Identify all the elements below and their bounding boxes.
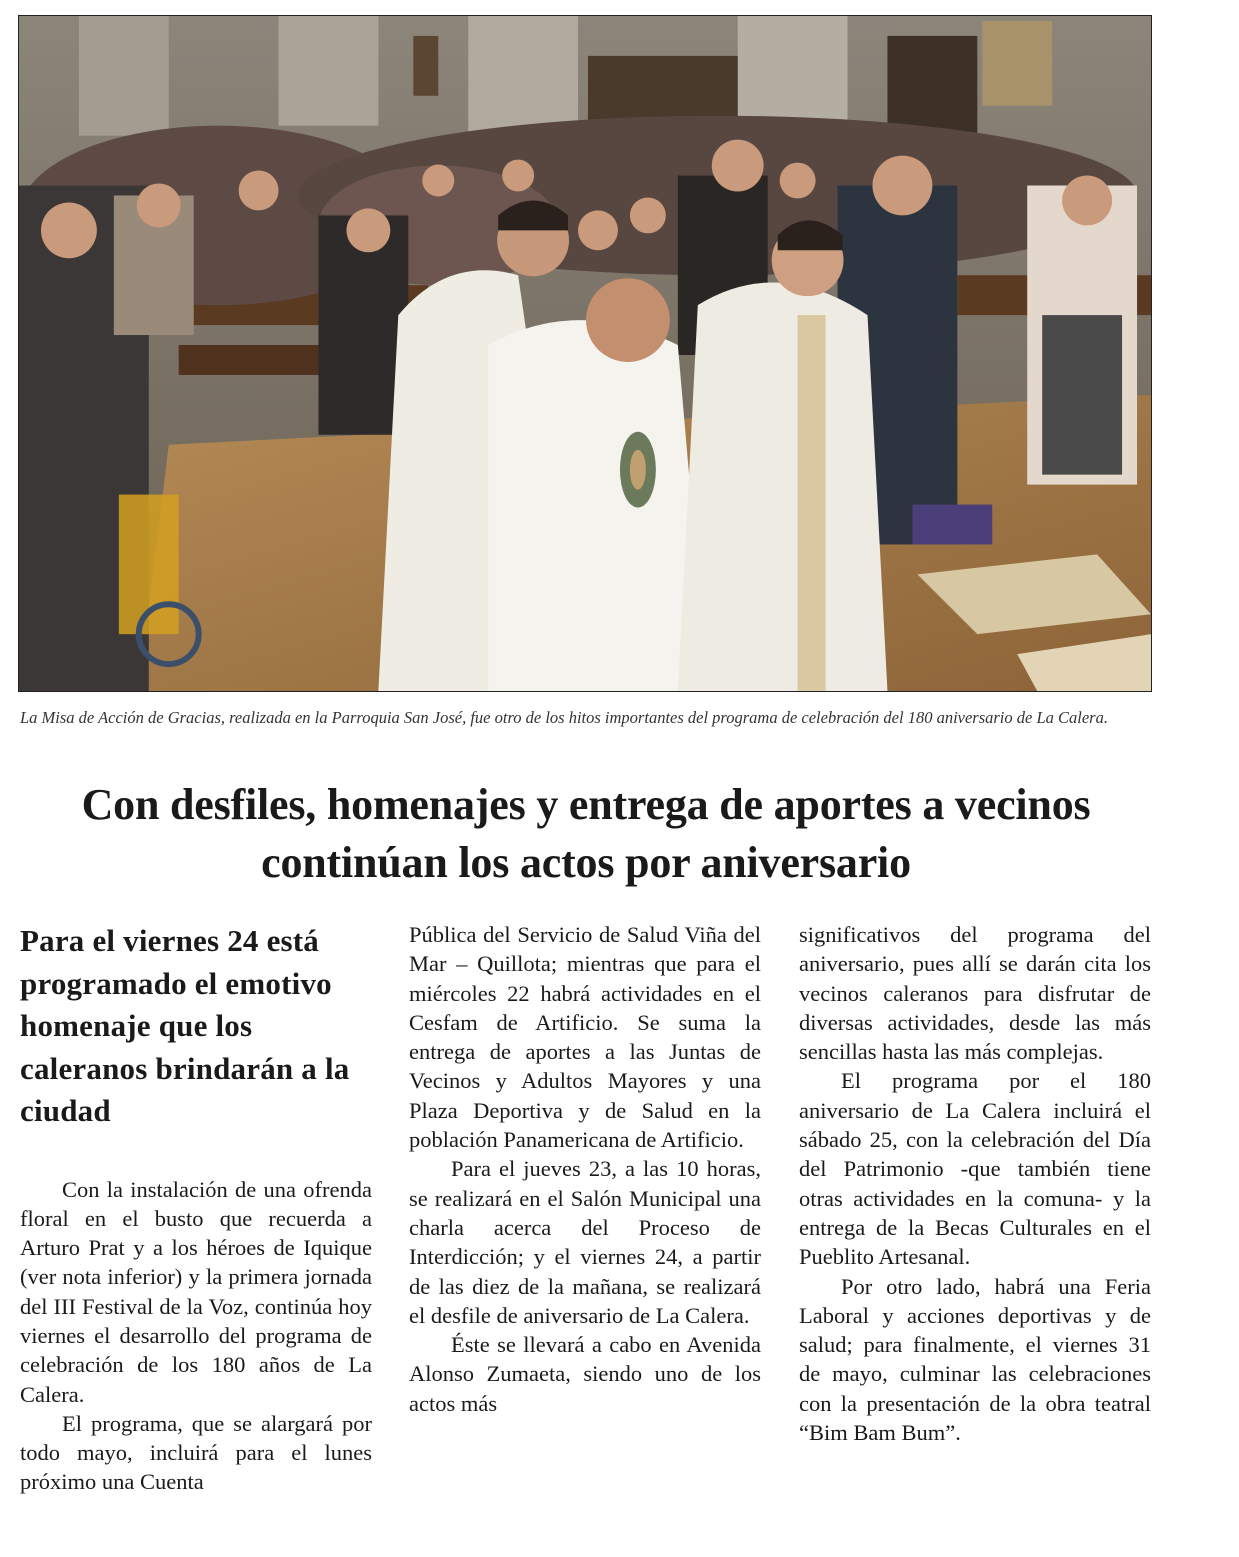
- column-1: [20, 920, 372, 1497]
- church-mass-photo: [19, 16, 1151, 691]
- column-3: [799, 920, 1151, 1447]
- paragraph: significativos del programa del aniversario, pues allí se darán cita los vecinos caleranos para disfrutar de diversas actividades, desde las más sencillas hasta las más complejas.: [799, 922, 1151, 1065]
- paragraph: Pública del Servicio de Salud Viña del Mar – Quillota; mientras que para el miércoles 22 habrá actividades en el Cesfam de Artificio. Se suma la entrega de aportes a las Juntas de Vecinos y Adultos Mayores y una Plaza Deportiva y de Salud en la población Panamericana de Artificio.: [409, 922, 761, 1153]
- paragraph: Éste se llevará a cabo en Avenida Alonso Zumaeta, siendo uno de los actos más: [409, 1332, 761, 1416]
- article-photo: [18, 15, 1152, 692]
- headline: Con desfiles, homenajes y entrega de aportes a vecinos continúan los actos por aniversario: [81, 780, 1091, 887]
- paragraph: Por otro lado, habrá una Feria Laboral y acciones deportivas y de salud; para finalmente, el viernes 31 de mayo, culminar las celebraciones con la presentación de la obra teatral “Bim Bam Bum”.: [799, 1273, 1151, 1446]
- lead-summary: Para el viernes 24 está programado el emotivo homenaje que los caleranos brindarán a la ciudad: [20, 923, 350, 1128]
- paragraph: El programa, que se alargará por todo mayo, incluirá para el lunes próximo una Cuenta: [20, 1410, 372, 1495]
- paragraph: El programa por el 180 aniversario de La Calera incluirá el sábado 25, con la celebración del Día del Patrimonio -que también tiene otras actividades en la comuna- y la entrega de la Becas Culturales en el Pueblito Artesanal.: [799, 1068, 1151, 1270]
- column-2: [409, 920, 761, 1418]
- photo-caption: La Misa de Acción de Gracias, realizada en la Parroquia San José, fue otro de los hitos importantes del programa de celebración del 180 aniversario de La Calera.: [20, 708, 1108, 727]
- paragraph: Para el jueves 23, a las 10 horas, se realizará en el Salón Municipal una charla acerca del Proceso de Interdicción; y el viernes 24, a partir de las diez de la mañana, se realizará el desfile de aniversario de La Calera.: [409, 1156, 761, 1328]
- paragraph: Con la instalación de una ofrenda floral en el busto que recuerda a Arturo Prat y a los héroes de Iquique (ver nota inferior) y la primera jornada del III Festival de la Voz, continúa hoy viernes el desarrollo del programa de celebración de los 180 años de La Calera.: [20, 1176, 372, 1407]
